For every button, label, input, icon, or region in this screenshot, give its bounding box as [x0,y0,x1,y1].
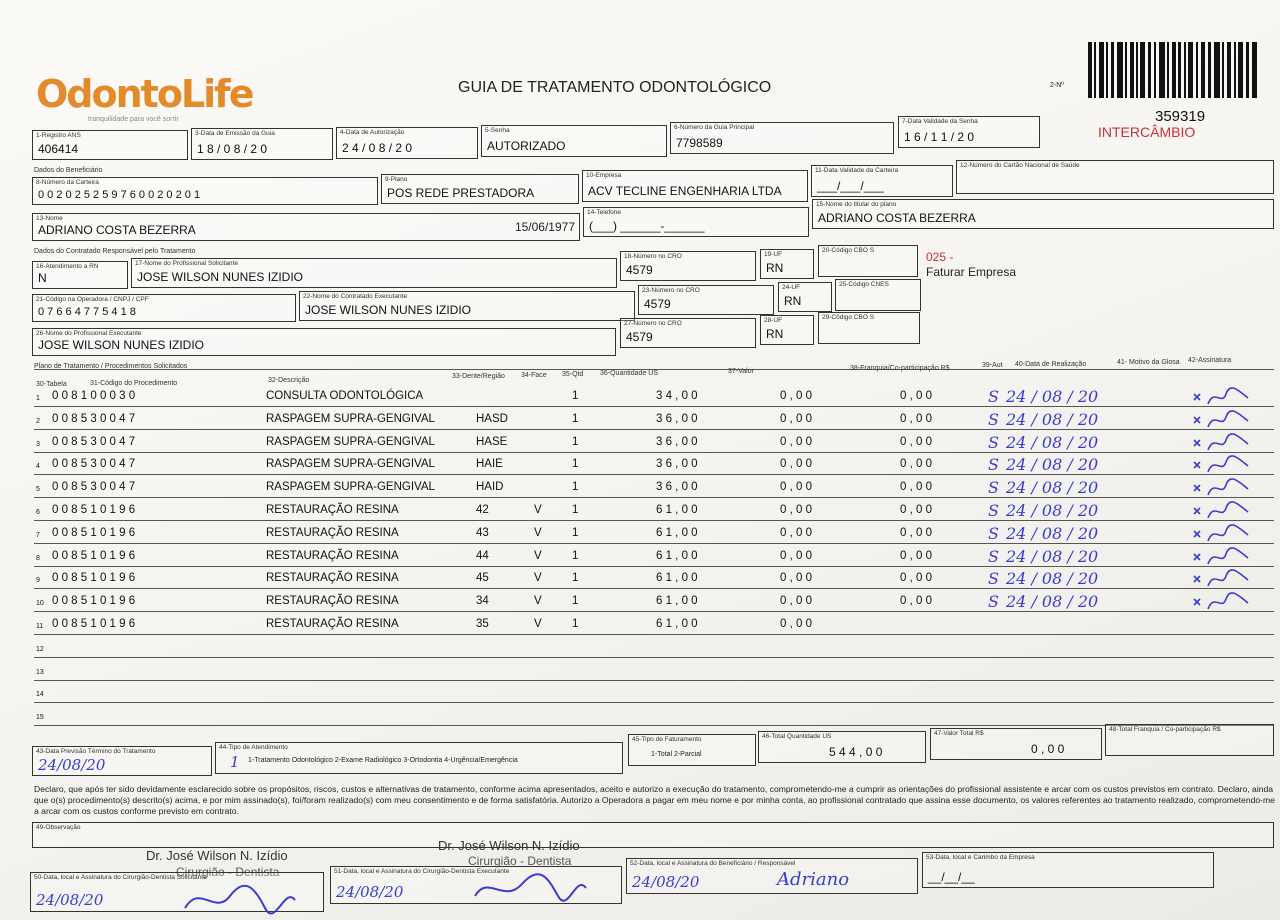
row-number: 15 [36,714,44,722]
row-number: 8 [36,554,40,562]
row-number: 13 [36,668,44,676]
proc-aut: S [988,455,999,475]
proc-franquia: 0 , 0 0 [900,412,932,425]
proc-code: 0 0 8 5 1 0 1 9 6 [52,526,136,539]
proc-code: 0 0 8 5 1 0 1 9 6 [52,595,136,608]
row-number: 5 [36,486,40,494]
col-glosa: 41- Motivo da Glosa [1117,359,1180,366]
field-atendimento-rn[interactable]: 16-Atendimento a RN N [32,261,128,289]
row-number: 11 [36,623,44,630]
field-uf19[interactable]: 19-UF RN [760,249,814,279]
proc-date: 24 / 08 / 20 [1006,523,1099,543]
proc-value: 0 , 0 0 [780,435,812,448]
row-signature-mark [1192,432,1252,454]
field-tipo-faturamento[interactable]: 45-Tipo de Faturamento 1-Total 2-Parcial [628,734,756,766]
field-empresa[interactable]: 10-Empresa ACV TECLINE ENGENHARIA LTDA [582,170,808,202]
table-row[interactable] [0,480,1280,502]
proc-date: 24 / 08 / 20 [1006,478,1099,498]
field-codigo-operadora[interactable]: 21-Código na Operadora / CNPJ / CPF 0 7 6 6 4 7 7 5 4 1 8 [32,294,296,322]
col-tabela: 30-Tabela [36,381,67,388]
proc-value: 0 , 0 0 [780,504,812,516]
field-observacao[interactable]: 49-Observação [32,822,1274,848]
proc-date: 24 / 08 / 20 [1006,569,1099,589]
col-codigo: 31-Código do Procedimento [90,380,178,387]
row-number: 4 [36,463,40,471]
field-executante[interactable]: 22-Nome do Contratado Executante JOSE WILSON NUNES IZIDIO [299,291,635,321]
proc-description: RESTAURAÇÃO RESINA [266,526,399,539]
row-signature-mark [1192,454,1252,476]
dentist-signature-2 [470,868,590,908]
field-senha[interactable]: 5-Senha AUTORIZADO [481,125,667,157]
stamp-role-1: Cirurgião - Dentista [176,865,280,879]
proc-franquia: 0 , 0 0 [900,549,932,562]
proc-date: 24 / 08 / 20 [1006,546,1099,566]
logo-tagline: tranquilidade para você sorrir [88,116,179,123]
proc-date: 24 / 08 / 20 [1006,592,1099,612]
row-number: 2 [36,417,40,425]
proc-description: RESTAURAÇÃO RESINA [266,595,399,608]
field-tipo-atendimento[interactable]: 44-Tipo de Atendimento 1 1-Tratamento Odontológico 2-Exame Radiológico 3-Ortodontia 4-Urgência/Emergência [215,742,623,774]
row-number: 3 [36,440,40,448]
page-title: GUIA DE TRATAMENTO ODONTOLÓGICO [458,79,772,96]
field-sig53[interactable]: 53-Data, local e Carimbo da Empresa __/__/__ [922,852,1214,888]
proc-us: 6 1 , 0 0 [656,595,698,608]
proc-face: V [534,549,542,562]
proc-date: 24 / 08 / 20 [1006,501,1099,520]
table-row[interactable] [0,617,1280,639]
proc-us: 6 1 , 0 0 [656,504,698,516]
table-row[interactable] [0,432,1280,457]
table-row[interactable] [0,594,1280,616]
proc-tooth: 35 [476,618,489,630]
table-row[interactable] [0,546,1280,571]
proc-franquia: 0 , 0 0 [900,435,932,448]
table-row[interactable] [0,409,1280,434]
row-baseline [34,566,1274,567]
field-franquia-total[interactable]: 48-Total Franquia / Co-participação R$ [1105,724,1274,756]
proc-qty: 1 [572,412,579,425]
proc-aut: S [988,409,999,429]
row-baseline [34,452,1274,453]
row-baseline [34,429,1274,430]
field-cnes[interactable]: 25-Código CNES [835,279,921,311]
table-row[interactable] [0,503,1280,525]
field-titular[interactable]: 15-Nome do titular do plano ADRIANO COSTA BEZERRA [812,199,1274,229]
field-validade-carteira[interactable]: 11-Data Validade da Carteira ___/___/___ [811,165,953,197]
row-signature-mark [1192,500,1252,522]
section-beneficiario: Dados do Beneficiário [34,167,103,174]
proc-us: 6 1 , 0 0 [656,618,698,630]
faturar-code: 025 - [926,250,954,264]
field-sig50[interactable]: 50-Data, local e Assinatura do Cirurgião-Dentista Solicitante 24/08/20 [30,872,324,912]
proc-tooth: 44 [476,549,489,562]
row-baseline [34,520,1274,521]
proc-description: RASPAGEM SUPRA-GENGIVAL [266,481,435,494]
proc-value: 0 , 0 0 [780,412,812,425]
row-baseline [34,497,1274,498]
row-number: 10 [36,600,44,608]
row-baseline [34,634,1274,635]
proc-description: RASPAGEM SUPRA-GENGIVAL [266,435,435,448]
proc-tooth: 34 [476,595,489,608]
proc-us: 3 6 , 0 0 [656,412,698,425]
proc-aut: S [988,478,999,498]
field-solicitante[interactable]: 17-Nome do Profissional Solicitante JOSE WILSON NUNES IZIDIO [131,258,617,288]
proc-tooth: HAIE [476,458,503,471]
proc-franquia: 0 , 0 0 [900,481,932,494]
proc-description: CONSULTA ODONTOLÓGICA [266,390,424,402]
proc-description: RESTAURAÇÃO RESINA [266,549,399,562]
field-prof-exec[interactable]: 26-Nome do Profissional Executante JOSE WILSON NUNES IZIDIO [32,328,616,356]
proc-aut: S [988,569,999,589]
row-baseline [34,725,1274,726]
table-row[interactable] [0,663,1280,685]
field-guia-principal[interactable]: 6-Número da Guia Principal 7798589 [670,122,894,154]
proc-code: 0 0 8 5 3 0 0 4 7 [52,458,136,471]
proc-qty: 1 [572,595,579,608]
proc-franquia: 0 , 0 0 [900,526,932,539]
col-franquia: 38-Franquia/Co-participação R$ [850,365,950,372]
stamp-name-2: Dr. José Wilson N. Izídio [438,838,580,853]
proc-code: 0 0 8 5 1 0 1 9 6 [52,504,136,516]
section-plano: Plano de Tratamento / Procedimentos Solicitados [34,363,188,370]
proc-tooth: 42 [476,504,489,516]
table-row[interactable] [0,685,1280,707]
col-face: 34-Face [521,372,547,379]
proc-date: 24 / 08 / 20 [1006,387,1099,406]
proc-qty: 1 [572,435,579,448]
field-2-label: 2-Nº [1050,82,1064,89]
proc-aut: S [988,592,999,612]
beneficiary-signature: Adriano [777,869,850,890]
row-signature-mark [1192,591,1252,613]
proc-value: 0 , 0 0 [780,572,812,585]
row-baseline [34,474,1274,475]
dentist-signature-1 [180,878,300,918]
birth-date: 15/06/1977 [514,220,575,234]
field-carteira[interactable]: 8-Número da Carteira 0 0 2 0 2 5 2 5 9 7 6 0 0 2 0 2 0 1 [32,177,378,205]
proc-value: 0 , 0 0 [780,481,812,494]
row-number: 12 [36,645,44,653]
proc-tooth: HASE [476,435,508,448]
proc-us: 6 1 , 0 0 [656,549,698,562]
proc-value: 0 , 0 0 [780,595,812,608]
row-baseline [34,588,1274,589]
col-qtd-us: 36-Quantidade US [600,370,658,377]
row-baseline [34,611,1274,612]
proc-value: 0 , 0 0 [780,390,812,402]
intercambio-label: INTERCÂMBIO [1098,124,1196,140]
proc-franquia: 0 , 0 0 [900,458,932,471]
table-row[interactable] [0,389,1280,411]
proc-franquia: 0 , 0 0 [900,504,932,516]
row-baseline [34,680,1274,681]
proc-qty: 1 [572,504,579,516]
field-previsao[interactable]: 43-Data Previsão Término do Tratamento 24/08/20 [32,746,212,776]
row-signature-mark [1192,523,1252,545]
proc-qty: 1 [572,458,579,471]
proc-face: V [534,526,542,539]
row-baseline [34,702,1274,703]
proc-aut: S [988,432,999,452]
proc-us: 3 6 , 0 0 [656,458,698,471]
proc-tooth: 43 [476,526,489,539]
proc-us: 3 4 , 0 0 [656,390,698,402]
proc-description: RASPAGEM SUPRA-GENGIVAL [266,458,435,471]
barcode-icon [1088,42,1258,98]
proc-aut: S [988,546,999,566]
stamp-name-1: Dr. José Wilson N. Izídio [146,848,288,863]
logo [36,72,252,116]
row-number: 6 [36,509,40,516]
field-data-autorizacao[interactable]: 4-Data de Autorização 2 4 / 0 8 / 2 0 [336,127,478,159]
col-qtd: 35-Qtd [562,371,584,378]
col-dente: 33-Dente/Região [452,373,505,380]
proc-value: 0 , 0 0 [780,618,812,630]
proc-description: RESTAURAÇÃO RESINA [266,504,399,516]
proc-value: 0 , 0 0 [780,458,812,471]
row-number: 9 [36,577,40,585]
field-total-us[interactable]: 46-Total Quantidade US 5 4 4 , 0 0 [758,731,926,763]
field-sig52[interactable]: 52-Data, local e Assinatura do Beneficiário / Responsável 24/08/20 Adriano [626,858,918,894]
proc-face: V [534,618,542,630]
proc-qty: 1 [572,526,579,539]
proc-qty: 1 [572,572,579,585]
table-row[interactable] [0,571,1280,593]
row-signature-mark [1192,477,1252,499]
proc-description: RASPAGEM SUPRA-GENGIVAL [266,412,435,425]
faturar-text: Faturar Empresa [926,265,1017,279]
proc-franquia: 0 , 0 0 [900,390,932,402]
field-cbo29[interactable]: 29-Código CBO S [818,312,920,344]
row-signature-mark [1192,386,1252,408]
col-data: 40-Data de Realização [1015,361,1087,368]
field-cro23[interactable]: 23-Número no CRO 4579 [638,285,774,315]
stamp-role-2: Cirurgião - Dentista [468,854,572,868]
proc-date: 24 / 08 / 20 [1006,455,1099,475]
col-valor: 37-Valor [728,368,754,375]
row-number: 1 [36,395,40,402]
proc-code: 0 0 8 5 3 0 0 4 7 [52,435,136,448]
proc-tooth: 45 [476,572,489,585]
proc-tooth: HAID [476,481,504,494]
row-number: 7 [36,531,40,539]
proc-aut: S [988,387,999,406]
row-signature-mark [1192,546,1252,568]
proc-us: 3 6 , 0 0 [656,481,698,494]
col-descricao: 32-Descrição [268,377,310,384]
proc-code: 0 0 8 5 3 0 0 4 7 [52,481,136,494]
field-cro18[interactable]: 18-Número no CRO 4579 [620,251,756,281]
row-signature-mark [1192,409,1252,431]
section-contratado: Dados do Contratado Responsável pelo Tratamento [34,248,196,255]
proc-code: 0 0 8 5 1 0 1 9 6 [52,572,136,585]
proc-us: 3 6 , 0 0 [656,435,698,448]
proc-face: V [534,504,542,516]
proc-franquia: 0 , 0 0 [900,595,932,608]
field-valor-total[interactable]: 47-Valor Total R$ 0 , 0 0 [930,728,1102,760]
proc-code: 0 0 8 1 0 0 0 3 0 [52,390,136,402]
field-sig51[interactable]: 51-Data, local e Assinatura do Cirurgião-Dentista Executante 24/08/20 [330,866,622,904]
field-cns[interactable]: 12-Número do Cartão Nacional de Saúde [956,160,1274,194]
row-number: 14 [36,691,44,699]
proc-qty: 1 [572,549,579,562]
proc-aut: S [988,501,999,520]
table-row[interactable] [0,640,1280,662]
proc-date: 24 / 08 / 20 [1006,432,1099,452]
field-plano[interactable]: 9-Plano POS REDE PRESTADORA [381,174,579,204]
field-data-emissao[interactable]: 3-Data de Emissão da Guia 1 8 / 0 8 / 2 0 [191,128,333,160]
proc-aut: S [988,523,999,543]
field-validade-senha[interactable]: 7-Data Validade da Senha 1 6 / 1 1 / 2 0 [898,116,1040,148]
row-signature-mark [1192,568,1252,590]
proc-face: V [534,595,542,608]
table-row[interactable] [0,523,1280,548]
field-cbo20[interactable]: 20-Código CBO S [818,245,918,277]
proc-code: 0 0 8 5 1 0 1 9 6 [52,549,136,562]
proc-us: 6 1 , 0 0 [656,572,698,585]
col-assinatura: 42-Assinatura [1188,357,1232,364]
proc-code: 0 0 8 5 3 0 0 4 7 [52,412,136,425]
proc-date: 24 / 08 / 20 [1006,409,1099,429]
guide-number: 359319 [1155,108,1206,125]
proc-face: V [534,572,542,585]
field-telefone[interactable]: 14-Telefone (___) ______-______ [583,207,809,237]
table-row[interactable] [0,457,1280,479]
col-aut: 39-Aut [982,362,1003,369]
proc-code: 0 0 8 5 1 0 1 9 6 [52,618,136,630]
field-nome[interactable]: 13-Nome ADRIANO COSTA BEZERRA 15/06/1977 [32,213,580,241]
row-baseline [34,657,1274,658]
proc-value: 0 , 0 0 [780,526,812,539]
proc-value: 0 , 0 0 [780,549,812,562]
declaration-text: Declaro, que após ter sido devidamente esclarecido sobre os propósitos, riscos, custos e alternativas de tratamento, conforme acima apresentados, aceito e autorizo a execução do tratamento, comprometendo-me a cumprir as orientações do profissional assistente e arcar com os custos previstos em contrato. Declaro, ainda que o(s) procedimento(s) descrito(s) acima, e por mim assinado(s), foi/foram realizado(s) com meu consentimento e de forma satisfatória. Autorizo a Operadora a pagar em meu nome e por minha conta, ao profissional contratado que assina esse documento, os valores referentes ao tratamento realizado, comprometendo-me a arcar com os custos conforme previsto em contrato. [34,784,1275,816]
field-uf24[interactable]: 24-UF RN [778,282,832,312]
proc-description: RESTAURAÇÃO RESINA [266,572,399,585]
table-row[interactable] [0,708,1280,730]
row-baseline [34,543,1274,544]
proc-qty: 1 [572,390,579,402]
proc-franquia: 0 , 0 0 [900,572,932,585]
field-cro27[interactable]: 27-Número no CRO 4579 [620,318,756,348]
field-registro-ans[interactable]: 1-Registro ANS 406414 [32,130,188,160]
proc-qty: 1 [572,481,579,494]
proc-us: 6 1 , 0 0 [656,526,698,539]
proc-description: RESTAURAÇÃO RESINA [266,618,399,630]
proc-tooth: HASD [476,412,508,425]
row-baseline [34,406,1274,407]
logo-text: OdontoLife [36,72,253,116]
field-uf28[interactable]: 28-UF RN [760,315,814,345]
proc-qty: 1 [572,618,579,630]
